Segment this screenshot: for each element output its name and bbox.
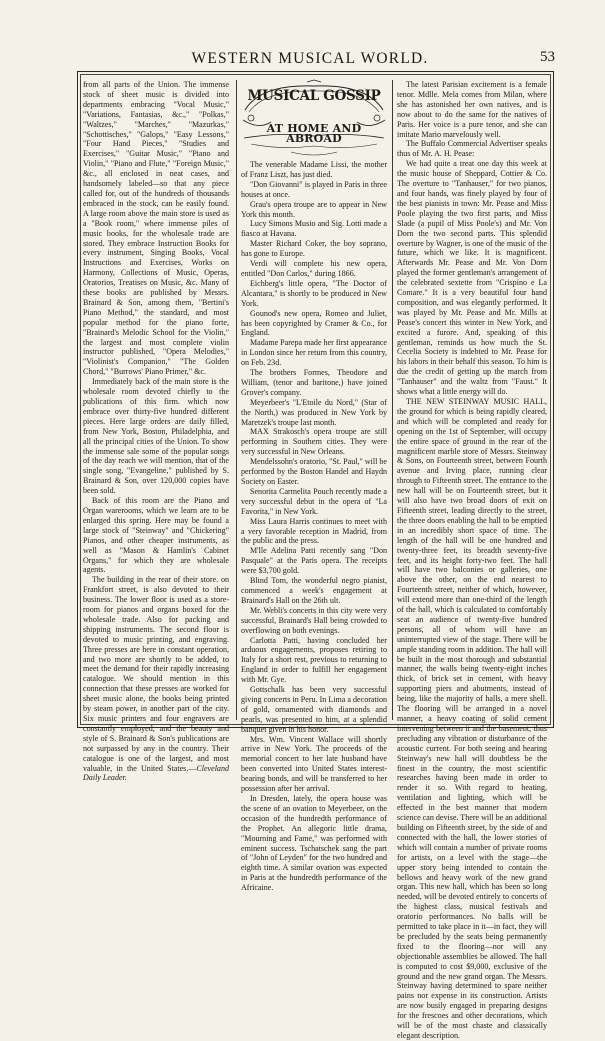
gossip-item: M'lle Adelina Patti recently sang "Don Pasquale" at the Paris opera. The receipts were $3,700 gold. (241, 546, 387, 576)
column-3 (397, 80, 547, 1040)
source-credit: Cleveland Daily Leader. (83, 763, 229, 783)
gossip-item: Senorita Carmelita Pouch recently made a very successful debut in the opera of "La Favorita," in New York. (241, 486, 387, 516)
paragraph: Immediately back of the main store is the wholesale room devoted chiefly to the publications of this firm. which now embrace over thirty-five hundred different pieces. Here large orders are daily filled, from New York, Boston, Philadelphia, and all the principal cities of the Union. To show the immense sale some of the popular songs of the day reach we will mention, that of the single song, "Evangeline," published by S. Brainard & Son, over 120,000 copies have been sold. (83, 377, 229, 496)
paragraph: The Buffalo Commercial Advertiser speaks thus of Mr. A. H. Pease: (397, 139, 547, 159)
running-title: WESTERN MUSICAL WORLD. (191, 50, 429, 67)
gossip-items (241, 160, 387, 893)
paragraph-text: The building in the rear of their store. on Frankfort street, is also devoted to their business. The lower floor is used as a store-room for pianos and organs boxed for the wholesale trade. Also for packing and shipping instruments. The second floor is devoted to music printing, and engraving. Three presses are here in constant operation, and two more are shortly to be added, to meet the demand for their rapidly increasing catalogue. We should mention in this connection that these presses are worked for sheet music alone, the books being printed by steam power, in another part of the city. Six music printers and four engravers are constantly employed, and the beauty and style of S. Brainard & Son's publications are not surpassed by any in the country. Their catalogue is one of the largest, and most valuable, in the United States.— (83, 575, 229, 773)
gossip-item: Mrs. Wm. Vincent Wallace will shortly arrive in New York. The proceeds of the memorial concert to her late husband have been converted into United States interest-bearing bonds, and will be transferred to her possession after her arrival. (241, 734, 387, 794)
gossip-item: Miss Laura Harris continues to meet with a very favorable reception in Madrid, from the public and the press. (241, 516, 387, 546)
page-number: 53 (540, 49, 555, 65)
paragraph: The latest Parisian excitement is a female tenor. Mdlle. Mela comes from Milan, where she has astonished her own natives, and is now about to do the same for the natives of Paris. Her voice is a pure tenor, and she can imitate Mario marvelously well. (397, 80, 547, 139)
gossip-item: Lucy Simons Musio and Sig. Lotti made a fiasco at Havana. (241, 219, 387, 239)
gossip-item: MAX Strakosch's opera troupe are still performing in Southern cities. They were very successful in New Orleans. (241, 427, 387, 457)
column-divider (236, 80, 237, 720)
paragraph: We had quite a treat one day this week at the music house of Sheppard, Cottier & Co. The overture to "Tanhauser," for two pianos, and four hands, was finely played by four of the best pianists in town: Mr. Pease and Miss Poole playing the two first parts, and Miss Slade (a pupil of Miss Poole's) and Mr. Von Dorn the two second parts. This splendid overture by Wagner, is one of the music of the future, which we like. It is magnificent. Afterwards Mr. Pease and Mr. Von Dorn played the former gentleman's arrangement of the celebrated sextette from "Crispino e La Comare." It is a very beautiful four hand composition, and was elegantly performed. It was played by Mr. Pease and Mr. Mills at Pease's concert this winter in New York, and excited a furore. And, speaking of this gentleman, reminds us how much the St. Cecelia Society is indebted to Mr. Pease for his labors in their behalf this season. To him is due the credit of getting up the march from "Tanhauser" and the waltz from "Faust." It shows what a little energy will do. (397, 159, 547, 397)
musical-gossip-banner (241, 80, 387, 158)
gossip-item: Madame Parepa made her first appearance in London since her return from this country, on Feb. 23d. (241, 338, 387, 368)
gossip-item: Carlotta Patti, having concluded her arduous engagements, proposes retiring to Italy for a short rest, previous to returning to England in order to fulfill her engagement with Mr. Gye. (241, 635, 387, 685)
gossip-item: Gottschalk has been very successful giving concerts in Peru. In Lima a decoration of gold, ornamented with diamonds and pearls, was presented to him, at a splendid banquet given in his honor. (241, 685, 387, 734)
gossip-item: "Don Giovanni" is played in Paris in three houses at once. (241, 179, 387, 199)
paragraph: Back of this room are the Piano and Organ warerooms, which we learn are to be enlarged this spring. Here may be found a large stock of "Steinway" and "Chickering" Pianos, and other cheaper instruments, as well as "Mason & Hamlin's Cabinet Organs," for which they are wholesale agents. (83, 496, 229, 575)
gossip-item: Gounod's new opera, Romeo and Juliet, has been copyrighted by Cramer & Co., for England. (241, 308, 387, 338)
banner-title: MUSICAL GOSSIP (247, 88, 381, 104)
gossip-item: The brothers Formes, Theodore and William, (tenor and baritone,) have joined Grover's company. (241, 368, 387, 397)
column-divider (392, 80, 393, 720)
gossip-item: Verdi will complete his new opera, entitled "Don Carlos," during 1866. (241, 259, 387, 278)
gossip-item: Meyerbeer's "L'Etoile du Nord," (Star of the North,) was produced in New York by Maretzek's troupe last month. (241, 397, 387, 427)
gossip-item: The venerable Madame Lissi, the mother of Franz Liszt, has just died. (241, 160, 387, 179)
banner-subtitle: AT HOME AND ABROAD (266, 122, 362, 145)
gossip-item: Blind Tom, the wonderful negro pianist, commenced a week's engagement at Brainard's Hall on the 26th ult. (241, 576, 387, 605)
column-2 (241, 80, 387, 893)
gossip-item: Mr. Webli's concerts in this city were very successful, Brainard's Hall being crowded to overflowing on both evenings. (241, 605, 387, 635)
gossip-item: In Dresden, lately, the opera house was the scene of an ovation to Meyerbeer, on the occasion of the hundredth performance of the Prophet. An allegoric little drama, "Mourning and Fame," was performed with eminent success. Tschatschek sang the part of "John of Leyden" for the two hundred and eighth time. A similar ovation was expected in Paris at the hundredth performance of the Africaine. (241, 794, 387, 893)
paragraph: THE NEW STEINWAY MUSIC HALL, the ground for which is being rapidly cleared, and which will be completed and ready for opening on the 1st of September, will occupy the entire space of ground in the rear of the magnificent marble store of Messrs. Steinway & Sons, on Fourteenth street, between Fourth avenue and Irving place, running clear through to Fifteenth street. The entrance to the new hall will be on Fourteenth street, but it will also have two broad doors of exit on Fifteenth street, leading directly to the street, the three doors enabling the hall to be emptied in an incredibly short space of time. The length of the hall will be one hundred and twenty-three feet, its breadth seventy-five feet, and its height forty-two feet. The hall will have two balconies or galleries, one above the other, on the end nearest to Fourteenth street, neither of which, however, will extend more than one-third of the length of the hall, which is calculated to comfortably seat an audience of twenty-five hundred persons, all of whom will have an uninterrupted view of the stage. There will be ample standing room in addition. The hall will be built in the most thorough and substantial manner, the walls being twenty-eight inches thick, of brick set in cement, with heavy supporting piers and abutments, instead of being, like the majority of halls, a mere shell. The flooring will be arranged in a novel manner, a heavy coating of solid cement intervening between it and the basement, thus precluding any vibration or disturbance of the acoustic current. For both seeing and hearing Steinway's new hall will doubtless be the finest in the country, the most scientific researches having been made in order to render it so. With regard to heating, ventilation and lighting, which will be effected in the best manner that modern science can devise. There will be an additional building on Fifteenth street, by the side of and connected with the hall, the lower stories of which will contain a number of private rooms for artists, on a level with the stage—the upper story being intended to contain the bellows and heavy work of the new grand organ. This new hall, which has been so long needed, will be devoted entirely to concerts of the highest class, musical festivals and oratorio performances. No balls will be permitted to take place in it—in fact, they will be precluded by the seats being permanently fixed to the flooring—nor will any objectionable assemblies be allowed. The hall is computed to cost $9,000, exclusive of the ground and the new grand organ. The Messrs. Steinway having determined to spare neither pains nor expense in its construction. Artists are now busily engaged in preparing designs for the frescoes and other decorations, which will be of the most chaste and classically elegant description. (397, 397, 547, 1040)
gossip-item: Grau's opera troupe are to appear in New York this month. (241, 199, 387, 219)
gossip-item: Eichberg's little opera, "The Doctor of Alcantara," is shortly to be produced in New York. (241, 278, 387, 308)
paragraph: from all parts of the Union. The immense stock of sheet music is divided into departments embracing "Vocal Music," "Variations, Fantasias, &c.," "Polkas," "Waltzes," "Marches," "Mazurkas," "Schottisches," "Galops," "Easy Lessons," "Four Hand Pieces," "Studies and Exercises," "Guitar Music," "Piano and Violin," "Piano and Flute," "Foreign Music," &c., all enclosed in neat cases, and handsomely labeled—so that any piece called for, out of the hundreds of thousands embraced in the stock, can be easily found. A large room above the main store is used as a "Book room," where immense piles of music books, for the wholesale trade are stored. They embrace Instruction Books for every instrument, Singing Books, Vocal Instructions and Exercises, Works on Harmony, Collections of Music, Operas, Oratorios, Treatises on Music, &c. Many of these books are published by Messrs. Brainard & Son, among them, "Bertini's Piano Method," the standard, and most popular method for the piano forte, "Brainard's Melodic School for the Violin," the largest and most complete violin instructor published, "Opera Melodies," "Violinist's Companion," "The Golden Chord," "Burrows' Piano Primer," &c. (83, 80, 229, 377)
gossip-item: Master Richard Coker, the boy soprano, has gone to Europe. (241, 239, 387, 259)
column-1 (83, 80, 229, 783)
paragraph (83, 575, 229, 783)
gossip-item: Mendelssohn's oratorio, "St. Paul," will be performed by the Boston Handel and Haydn Society on Easter. (241, 457, 387, 486)
